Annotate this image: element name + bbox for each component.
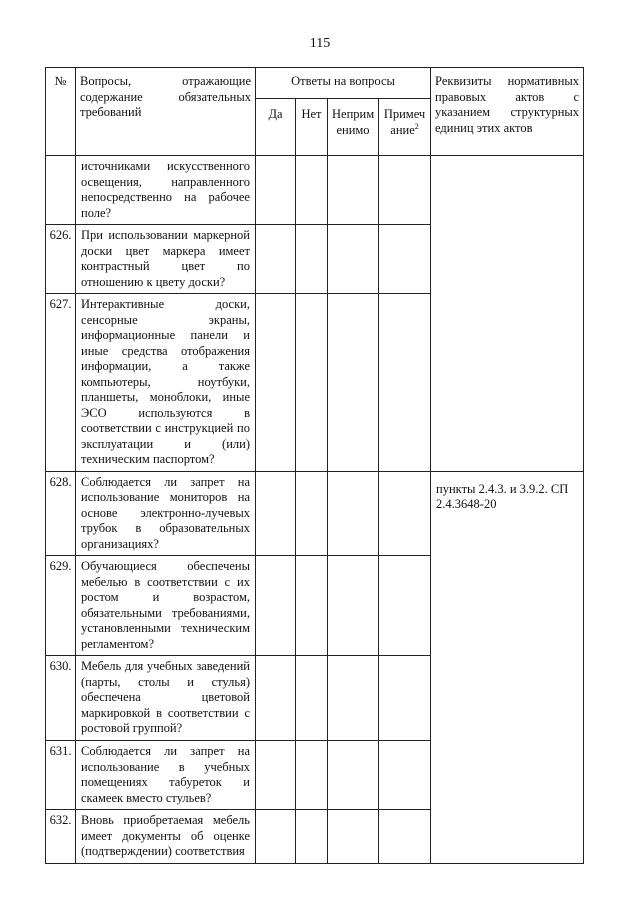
header-note-label: Примеч ание: [383, 107, 426, 137]
row-number: 627.: [46, 294, 76, 472]
header-not-applicable: Неприм енимо: [328, 99, 379, 156]
answer-na-cell[interactable]: [328, 156, 379, 225]
answer-yes-cell[interactable]: [256, 656, 296, 741]
answer-no-cell[interactable]: [296, 556, 328, 656]
answer-yes-cell[interactable]: [256, 471, 296, 556]
row-question: источниками искусственного освещения, направленного непосредственно на рабочее поле?: [76, 156, 256, 225]
table-row: [46, 156, 584, 225]
row-number: 626.: [46, 225, 76, 294]
header-row: [46, 68, 584, 99]
header-question: Вопросы, отражающие содержание обязательных требований: [76, 68, 256, 156]
row-question: Интерактивные доски, сенсорные экраны, информационные панели и иные средства отображения информации, а также компьютеры, ноутбуки, планшеты, моноблоки, иные ЭСО используются в соответствии с инструкцией по эксплуатации и (или) техническим паспортом?: [76, 294, 256, 472]
answer-yes-cell[interactable]: [256, 741, 296, 810]
row-number: [46, 156, 76, 225]
answer-note-cell[interactable]: [379, 810, 431, 864]
answer-note-cell[interactable]: [379, 471, 431, 556]
answer-yes-cell[interactable]: [256, 225, 296, 294]
row-number: 631.: [46, 741, 76, 810]
answer-yes-cell[interactable]: [256, 156, 296, 225]
answer-no-cell[interactable]: [296, 156, 328, 225]
answer-note-cell[interactable]: [379, 656, 431, 741]
answer-na-cell[interactable]: [328, 656, 379, 741]
answer-na-cell[interactable]: [328, 810, 379, 864]
header-note: [379, 99, 431, 156]
answer-no-cell[interactable]: [296, 741, 328, 810]
row-question: Соблюдается ли запрет на использование мониторов на основе электронно-лучевых трубок в образовательных организациях?: [76, 471, 256, 556]
row-question: При использовании маркерной доски цвет маркера имеет контрастный цвет по отношению к цвету доски?: [76, 225, 256, 294]
table-row: [46, 471, 584, 556]
row-number: 629.: [46, 556, 76, 656]
header-no: Нет: [296, 99, 328, 156]
row-question: Вновь приобретаемая мебель имеет документы об оценке (подтверждении) соответствия: [76, 810, 256, 864]
answer-na-cell[interactable]: [328, 471, 379, 556]
answer-no-cell[interactable]: [296, 225, 328, 294]
answer-yes-cell[interactable]: [256, 556, 296, 656]
answer-no-cell[interactable]: [296, 810, 328, 864]
row-requisites: пункты 2.4.3. и 3.9.2. СП 2.4.3648-20: [431, 471, 584, 863]
checklist-table: [45, 67, 584, 864]
row-requisites: [431, 156, 584, 472]
answer-na-cell[interactable]: [328, 225, 379, 294]
header-note-sup: 2: [414, 121, 419, 131]
row-number: 630.: [46, 656, 76, 741]
row-number: 632.: [46, 810, 76, 864]
row-question: Обучающиеся обеспечены мебелью в соответствии с их ростом и возрастом, обязательными требованиями, установленными техническим регламентом?: [76, 556, 256, 656]
row-question: Соблюдается ли запрет на использование в учебных помещениях табуреток и скамеек вместо стульев?: [76, 741, 256, 810]
page-number: 115: [309, 36, 331, 51]
header-num: №: [46, 68, 76, 156]
answer-no-cell[interactable]: [296, 471, 328, 556]
row-question: Мебель для учебных заведений (парты, столы и стулья) обеспечена цветовой маркировкой в соответствии с ростовой группой?: [76, 656, 256, 741]
answer-no-cell[interactable]: [296, 656, 328, 741]
answer-note-cell[interactable]: [379, 294, 431, 472]
answer-note-cell[interactable]: [379, 741, 431, 810]
answer-na-cell[interactable]: [328, 556, 379, 656]
row-number: 628.: [46, 471, 76, 556]
header-answers: Ответы на вопросы: [256, 68, 431, 99]
answer-yes-cell[interactable]: [256, 810, 296, 864]
header-requisites: Реквизиты нормативных правовых актов с указанием структурных единиц этих актов: [431, 68, 584, 156]
answer-na-cell[interactable]: [328, 294, 379, 472]
answer-yes-cell[interactable]: [256, 294, 296, 472]
answer-note-cell[interactable]: [379, 556, 431, 656]
header-yes: Да: [256, 99, 296, 156]
answer-note-cell[interactable]: [379, 225, 431, 294]
answer-no-cell[interactable]: [296, 294, 328, 472]
answer-note-cell[interactable]: [379, 156, 431, 225]
answer-na-cell[interactable]: [328, 741, 379, 810]
